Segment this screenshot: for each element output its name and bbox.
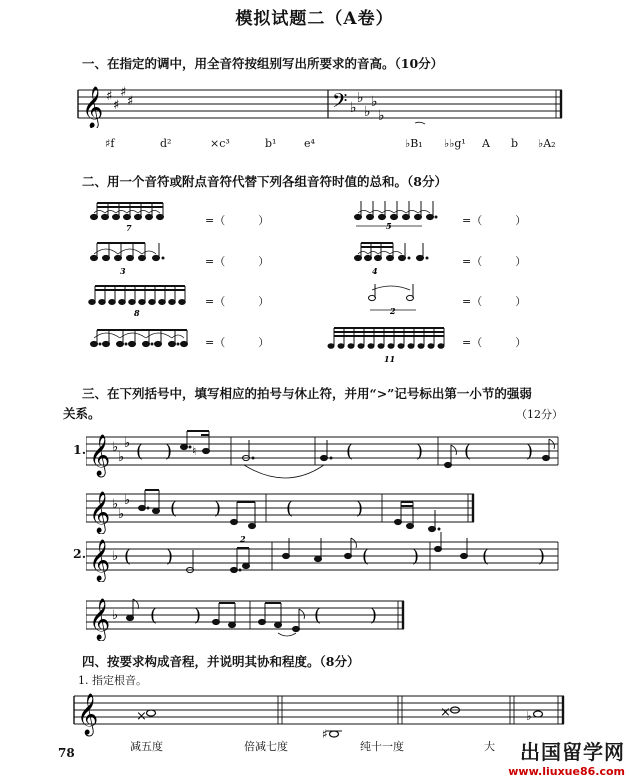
svg-text:♭: ♭ [124, 493, 131, 508]
bass-clef-icon: 𝄢 [332, 89, 348, 117]
ex2-number: 2. [73, 546, 87, 561]
ex2-staff-1 [86, 530, 566, 582]
svg-text:𝄞: 𝄞 [89, 599, 111, 640]
svg-text:(: ( [124, 546, 132, 567]
s2-answer-1[interactable]: =（ ） [205, 214, 270, 227]
svg-text:5: 5 [386, 221, 392, 231]
interval-label-4: 大 [484, 740, 495, 753]
svg-text:♯: ♯ [106, 89, 113, 104]
interval-label-1: 减五度 [130, 740, 163, 753]
svg-text:♭: ♭ [112, 608, 119, 623]
svg-text:♭: ♭ [526, 709, 532, 723]
svg-text:𝄞: 𝄞 [77, 694, 99, 735]
svg-text:): ) [194, 605, 202, 626]
svg-text:(: ( [170, 498, 178, 519]
svg-text:): ) [356, 498, 364, 519]
svg-text:♭: ♭ [112, 440, 119, 455]
section3-heading-line2: 关系。 [63, 406, 101, 421]
svg-text:♭: ♭ [112, 497, 119, 512]
section4-heading: 四、按要求构成音程，并说明其协和程度。（8分） [82, 654, 360, 669]
svg-text:♯: ♯ [322, 727, 328, 740]
ex2-staff-2 [86, 593, 416, 641]
svg-text:2: 2 [390, 306, 396, 316]
svg-text:(: ( [362, 546, 370, 567]
s2-answer-2[interactable]: =（ ） [462, 214, 527, 227]
svg-text:𝄞: 𝄞 [89, 492, 111, 533]
s2-answer-6[interactable]: =（ ） [462, 295, 527, 308]
s2-group-6 [360, 280, 430, 322]
svg-text:♭: ♭ [350, 100, 357, 116]
s1-label-10: ♭A₂ [538, 137, 556, 150]
s1-label-8: A [482, 137, 490, 150]
svg-text:♯: ♯ [127, 94, 134, 109]
svg-text:): ) [165, 441, 173, 462]
svg-text:♯: ♯ [120, 85, 127, 100]
treble-clef-icon: 𝄞 [82, 87, 104, 128]
interval-label-3: 纯十一度 [360, 740, 404, 753]
svg-text:♮: ♮ [192, 444, 197, 458]
section3-points: （12分） [516, 408, 563, 421]
section4-staff [70, 690, 570, 740]
page-title: 模拟试题二（A卷） [235, 9, 394, 29]
section4-sub: 1. 指定根音。 [78, 674, 147, 687]
s1-label-4: b¹ [265, 137, 277, 150]
svg-text:7: 7 [126, 223, 132, 233]
s2-answer-3[interactable]: =（ ） [205, 255, 270, 268]
svg-text:♭: ♭ [118, 507, 125, 522]
s2-group-7 [86, 322, 196, 364]
s1-label-5: e⁴ [304, 137, 315, 150]
svg-text:♭: ♭ [371, 94, 378, 110]
svg-text:♯: ♯ [113, 98, 120, 113]
ex1-staff-2 [86, 486, 486, 534]
svg-text:): ) [214, 498, 222, 519]
watermark [508, 736, 625, 778]
s2-answer-5[interactable]: =（ ） [205, 295, 270, 308]
s2-group-8 [326, 322, 454, 368]
svg-text:): ) [416, 441, 424, 462]
svg-text:11: 11 [384, 354, 396, 364]
svg-text:×: × [440, 705, 451, 720]
svg-text:♭: ♭ [364, 104, 371, 120]
svg-text:(: ( [464, 441, 472, 462]
svg-text:): ) [412, 546, 420, 567]
s2-group-3 [86, 236, 186, 278]
s2-group-1 [86, 195, 186, 237]
svg-text:2: 2 [240, 534, 246, 544]
section1-staff [70, 78, 570, 128]
svg-text:♭: ♭ [357, 90, 364, 106]
svg-text:): ) [166, 546, 174, 567]
svg-text:𝄞: 𝄞 [89, 540, 111, 581]
svg-text:♭: ♭ [112, 549, 119, 564]
s1-label-1: ♯f [105, 137, 115, 150]
svg-text:(: ( [346, 441, 354, 462]
watermark-url: www.liuxue86.com [508, 765, 625, 778]
ex1-number: 1. [73, 442, 87, 457]
s2-group-4 [352, 236, 442, 278]
s2-group-5 [86, 280, 196, 322]
section1-heading: 一、在指定的调中，用全音符按组别写出所要求的音高。（10分） [82, 56, 444, 71]
watermark-text: 出国留学网 [520, 740, 625, 764]
svg-text:(: ( [286, 498, 294, 519]
s1-label-3: ×c³ [210, 137, 230, 150]
svg-text:♭: ♭ [378, 108, 385, 124]
svg-text:♭: ♭ [118, 450, 125, 465]
svg-text:(: ( [482, 546, 490, 567]
svg-text:): ) [526, 441, 534, 462]
s2-answer-7[interactable]: =（ ） [205, 336, 270, 349]
svg-text:♭: ♭ [124, 436, 131, 451]
s1-label-2: d² [160, 137, 172, 150]
svg-text:(: ( [136, 441, 144, 462]
s1-label-7: ♭♭g¹ [444, 137, 466, 150]
svg-text:8: 8 [134, 308, 140, 318]
svg-text:×: × [136, 709, 147, 724]
section3-heading-line1: 三、在下列括号中，填写相应的拍号与休止符，并用“>”记号标出第一小节的强弱 [82, 386, 532, 401]
svg-text:(: ( [150, 605, 158, 626]
s2-answer-8[interactable]: =（ ） [462, 336, 527, 349]
ex1-staff-1 [86, 425, 566, 485]
page-number: 78 [58, 746, 75, 760]
svg-text:4: 4 [372, 266, 378, 276]
s2-group-2 [352, 195, 442, 237]
s1-label-6: ♭B₁ [405, 137, 423, 150]
svg-text:): ) [370, 605, 378, 626]
svg-text:𝄞: 𝄞 [89, 435, 111, 476]
interval-label-2: 倍减七度 [244, 740, 288, 753]
section2-heading: 二、用一个音符或附点音符代替下列各组音符时值的总和。（8分） [82, 174, 447, 189]
svg-text:): ) [538, 546, 546, 567]
s1-label-9: b [511, 137, 519, 150]
s2-answer-4[interactable]: =（ ） [462, 255, 527, 268]
svg-text:(: ( [314, 605, 322, 626]
svg-text:3: 3 [120, 266, 126, 276]
